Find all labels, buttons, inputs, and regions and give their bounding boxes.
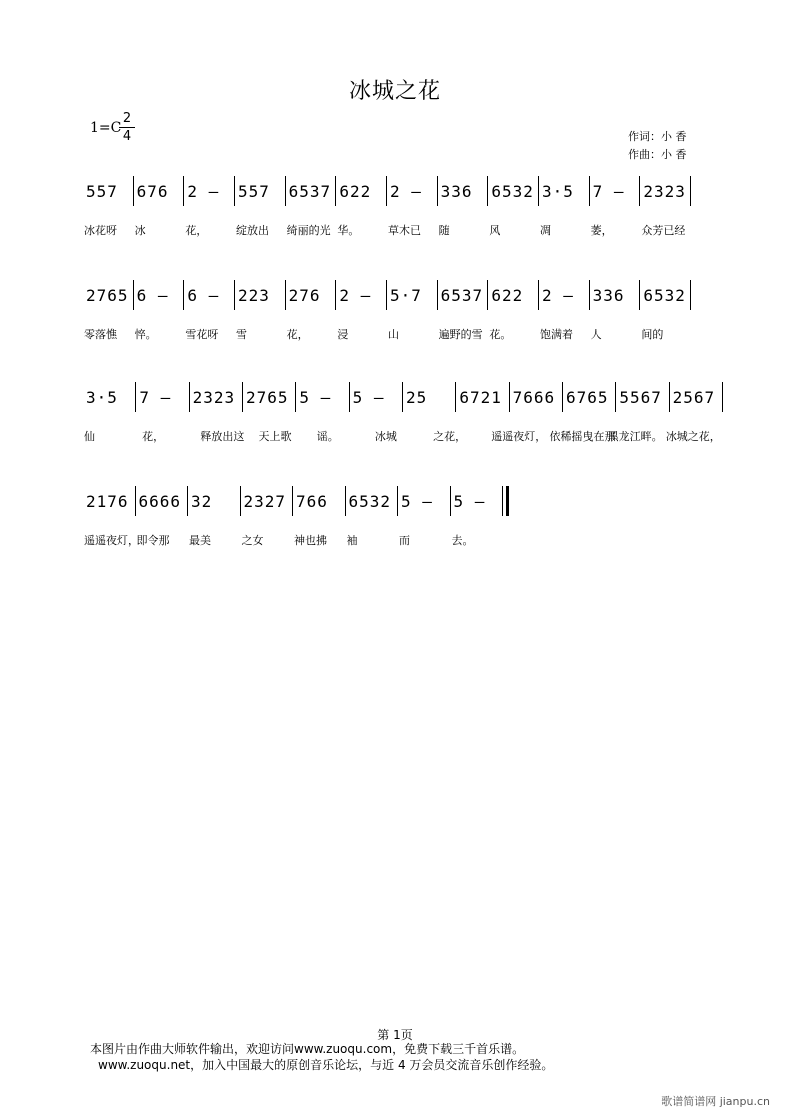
lyric-syllable: 遥遥夜灯， (84, 534, 139, 547)
measure-notes: 7666 (512, 388, 556, 407)
measure-notes: 622 (491, 286, 524, 305)
composer-credit: 作曲：小 香 (628, 148, 687, 161)
measure-notes: 557 (86, 182, 118, 201)
barline (234, 176, 235, 206)
lyric-syllable: 间的 (641, 328, 664, 341)
barline (292, 486, 293, 516)
barline (722, 382, 723, 412)
barline (437, 176, 438, 206)
lyric-syllable: 释放出这 (200, 430, 245, 443)
watermark: 歌谱简谱网 jianpu.cn (661, 1095, 770, 1108)
measure-notes: 2765 (246, 388, 289, 407)
lyric-syllable: 悴。 (134, 328, 157, 341)
barline (397, 486, 398, 516)
barline (335, 176, 336, 206)
measure-notes: 6532 (348, 492, 392, 511)
barline (615, 382, 616, 412)
measure-notes: 276 (288, 286, 321, 305)
lyric-syllable: 冰城之花， (665, 430, 721, 443)
measure-notes: 2 – (339, 286, 372, 305)
measure-notes: 2176 (86, 492, 129, 511)
barline (135, 486, 136, 516)
barline (183, 280, 184, 310)
barline (455, 382, 456, 412)
lyric-syllable: 花。 (489, 328, 512, 341)
barline (538, 280, 539, 310)
barline (402, 382, 403, 412)
barline (437, 280, 438, 310)
lyric-syllable: 花， (286, 328, 309, 341)
footer-line-2: www.zuoqu.net，加入中国最大的原创音乐论坛，与近 4 万会员交流音乐创作经验。 (98, 1058, 554, 1072)
measure-notes: 622 (339, 182, 372, 201)
barline (562, 382, 563, 412)
measure-notes: 6537 (440, 286, 484, 305)
footer-line-1: 本图片由作曲大师软件输出，欢迎访问www.zuoqu.com，免费下载三千首乐谱。 (90, 1042, 525, 1056)
lyric-syllable: 遍野的雪 (438, 328, 483, 341)
barline (285, 176, 286, 206)
measure-notes: 7 – (139, 388, 172, 407)
lyric-syllable: 最美 (189, 534, 211, 547)
barline (240, 486, 241, 516)
barline (183, 176, 184, 206)
lyric-syllable: 黑龙江畔。 (607, 430, 663, 443)
final-barline (506, 486, 509, 516)
measure-notes: 2567 (672, 388, 716, 407)
measure-notes: 2327 (243, 492, 287, 511)
measure-notes: 336 (440, 182, 473, 201)
lyric-syllable: 冰城 (374, 430, 397, 443)
measure-notes: 5567 (619, 388, 662, 407)
barline (589, 176, 590, 206)
measure-notes: 5 – (453, 492, 486, 511)
measure-notes: 6537 (288, 182, 332, 201)
lyric-syllable: 花， (185, 224, 208, 237)
lyric-syllable: 风 (489, 224, 501, 237)
lyric-syllable: 众芳已经 (641, 224, 686, 237)
lyric-syllable: 之女 (241, 534, 264, 547)
lyric-syllable: 零落憔 (84, 328, 117, 341)
lyric-syllable: 凋 (540, 224, 551, 237)
measure-notes: 32 (191, 492, 213, 511)
barline (487, 280, 488, 310)
lyric-syllable: 草木已 (388, 224, 421, 237)
lyricist-credit: 作词：小 香 (628, 130, 687, 143)
measure-notes: 5 – (352, 388, 385, 407)
lyric-syllable: 即令那 (136, 534, 170, 547)
lyric-syllable: 天上歌 (258, 430, 292, 443)
barline (509, 382, 510, 412)
lyric-syllable: 花， (142, 430, 165, 443)
measure-notes: 3·5 (542, 182, 574, 201)
lyric-syllable: 仙 (84, 430, 95, 443)
lyric-syllable: 雪 (236, 328, 247, 341)
lyric-syllable: 之花， (433, 430, 467, 443)
lyric-syllable: 神也拂 (294, 534, 327, 547)
barline (669, 382, 670, 412)
barline (133, 176, 134, 206)
measure-notes: 5·7 (390, 286, 422, 305)
measure-notes: 5 – (299, 388, 332, 407)
measure-notes: 6721 (459, 388, 502, 407)
lyric-syllable: 冰 (134, 224, 146, 237)
barline (345, 486, 346, 516)
time-sig-top: 2 (122, 111, 132, 126)
barline (234, 280, 235, 310)
barline (639, 176, 640, 206)
barline (487, 176, 488, 206)
song-title: 冰城之花 (348, 79, 441, 104)
lyric-syllable: 绮丽的光 (286, 224, 331, 237)
lyric-syllable: 华。 (337, 224, 360, 237)
barline (295, 382, 296, 412)
measure-notes: 2765 (86, 286, 129, 305)
measure-notes: 766 (296, 492, 328, 511)
lyric-syllable: 人 (590, 328, 602, 341)
lyric-syllable: 而 (399, 534, 410, 547)
barline (335, 280, 336, 310)
lyric-syllable: 冰花呀 (84, 224, 117, 237)
lyric-syllable: 萎， (590, 224, 613, 237)
barline (589, 280, 590, 310)
time-sig-divider (119, 127, 135, 128)
lyric-syllable: 绽放出 (236, 224, 269, 237)
measure-notes: 2 – (542, 286, 574, 305)
measure-notes: 2323 (643, 182, 686, 201)
lyric-syllable: 随 (438, 224, 450, 237)
barline (187, 486, 188, 516)
barline (538, 176, 539, 206)
measure-notes: 2 – (390, 182, 422, 201)
key-signature: 1=C (90, 120, 122, 136)
barline (285, 280, 286, 310)
lyric-syllable: 依稀摇曳在那 (549, 430, 616, 443)
time-sig-bottom: 4 (122, 129, 132, 144)
lyric-syllable: 山 (388, 328, 399, 341)
barline (133, 280, 134, 310)
barline (690, 280, 691, 310)
lyric-syllable: 遥遥夜灯， (491, 430, 547, 443)
measure-notes: 6532 (491, 182, 534, 201)
lyric-syllable: 谣。 (316, 430, 339, 443)
measure-notes: 3·5 (86, 388, 118, 407)
barline (450, 486, 451, 516)
lyric-syllable: 袖 (346, 534, 358, 547)
measure-notes: 223 (238, 286, 270, 305)
barline (135, 382, 136, 412)
lyric-syllable: 浸 (337, 328, 349, 341)
barline (386, 280, 387, 310)
measure-notes: 25 (406, 388, 428, 407)
barline (690, 176, 691, 206)
measure-notes: 2 – (187, 182, 220, 201)
barline (386, 176, 387, 206)
barline (242, 382, 243, 412)
lyric-syllable: 去。 (451, 534, 474, 547)
measure-notes: 5 – (401, 492, 433, 511)
measure-notes: 6 – (187, 286, 220, 305)
page-number: 第 1页 (377, 1028, 413, 1042)
measure-notes: 676 (136, 182, 169, 201)
measure-notes: 7 – (592, 182, 625, 201)
lyric-syllable: 饱满着 (540, 328, 573, 341)
measure-notes: 336 (592, 286, 625, 305)
barline (639, 280, 640, 310)
lyric-syllable: 雪花呀 (185, 328, 219, 341)
measure-notes: 6666 (138, 492, 182, 511)
measure-notes: 6765 (566, 388, 609, 407)
barline (502, 486, 503, 516)
barline (349, 382, 350, 412)
measure-notes: 6 – (136, 286, 169, 305)
measure-notes: 2323 (192, 388, 236, 407)
barline (189, 382, 190, 412)
time-signature (119, 111, 135, 144)
measure-notes: 557 (238, 182, 270, 201)
measure-notes: 6532 (643, 286, 686, 305)
